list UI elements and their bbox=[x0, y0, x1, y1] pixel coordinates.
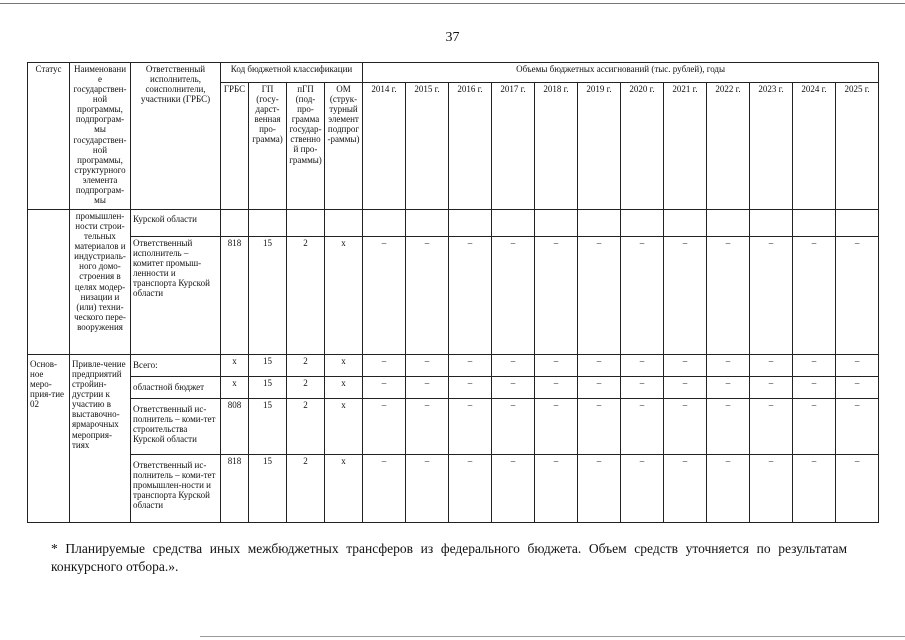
value-cell: – bbox=[578, 237, 621, 355]
value-cell: – bbox=[406, 237, 449, 355]
value-cell: – bbox=[750, 237, 793, 355]
value-cell: – bbox=[664, 455, 707, 523]
value-cell: – bbox=[449, 355, 492, 377]
value-cell: – bbox=[535, 399, 578, 455]
responsible-cell: Ответственный исполнитель – комитет промыш-ленности и транспорта Курской области bbox=[131, 237, 221, 355]
value-cell: – bbox=[664, 237, 707, 355]
header-year: 2016 г. bbox=[449, 83, 492, 210]
value-cell: – bbox=[492, 355, 535, 377]
responsible-cell: Ответственный ис-полнитель – коми-тет строительства Курской области bbox=[131, 399, 221, 455]
value-cell: – bbox=[492, 377, 535, 399]
header-year: 2014 г. bbox=[363, 83, 406, 210]
header-year: 2017 г. bbox=[492, 83, 535, 210]
value-cell: – bbox=[535, 237, 578, 355]
value-cell: – bbox=[707, 399, 750, 455]
header-status: Статус bbox=[28, 63, 70, 210]
pgp-cell: 2 bbox=[287, 377, 325, 399]
grbs-cell: х bbox=[221, 355, 249, 377]
value-cell: – bbox=[621, 377, 664, 399]
table-row bbox=[28, 455, 879, 523]
value-cell: – bbox=[793, 237, 836, 355]
value-cell: – bbox=[406, 355, 449, 377]
header-year: 2020 г. bbox=[621, 83, 664, 210]
table-row bbox=[28, 237, 879, 355]
value-cell: – bbox=[621, 399, 664, 455]
value-cell: – bbox=[836, 455, 879, 523]
gp-cell: 15 bbox=[249, 355, 287, 377]
header-pgp: пГП (под-про-грамма государ-ственной про-граммы) bbox=[287, 83, 325, 210]
value-cell: – bbox=[793, 355, 836, 377]
value-cell: – bbox=[578, 377, 621, 399]
value-cell: – bbox=[578, 455, 621, 523]
value-cell: – bbox=[578, 355, 621, 377]
header-year: 2015 г. bbox=[406, 83, 449, 210]
value-cell: – bbox=[750, 399, 793, 455]
value-cell: – bbox=[492, 399, 535, 455]
om-cell: х bbox=[325, 355, 363, 377]
table-row bbox=[28, 355, 879, 377]
table-row bbox=[28, 377, 879, 399]
value-cell: – bbox=[449, 455, 492, 523]
header-year: 2025 г. bbox=[836, 83, 879, 210]
table-row bbox=[28, 399, 879, 455]
responsible-cell: областной бюджет bbox=[131, 377, 221, 399]
value-cell: – bbox=[535, 355, 578, 377]
header-year: 2021 г. bbox=[664, 83, 707, 210]
header-grbs: ГРБС bbox=[221, 83, 249, 210]
value-cell: – bbox=[492, 237, 535, 355]
pgp-cell: 2 bbox=[287, 455, 325, 523]
status-cell: Основ-ное меро-прия-тие 02 bbox=[28, 355, 70, 523]
bottom-border-line bbox=[200, 636, 905, 637]
value-cell: – bbox=[621, 237, 664, 355]
program-name-cell: промышлен-ности строи-тельных материалов и индустриаль-ного домо-строения в целях модер-низации и (или) техни-ческого пере-вооружения bbox=[70, 210, 131, 355]
header-year: 2024 г. bbox=[793, 83, 836, 210]
om-cell: х bbox=[325, 399, 363, 455]
value-cell: – bbox=[406, 399, 449, 455]
value-cell: – bbox=[492, 455, 535, 523]
om-cell: х bbox=[325, 237, 363, 355]
header-year: 2023 г. bbox=[750, 83, 793, 210]
value-cell: – bbox=[750, 377, 793, 399]
value-cell: – bbox=[363, 355, 406, 377]
value-cell: – bbox=[707, 455, 750, 523]
value-cell: – bbox=[707, 237, 750, 355]
om-cell: х bbox=[325, 377, 363, 399]
value-cell: – bbox=[664, 399, 707, 455]
gp-cell: 15 bbox=[249, 377, 287, 399]
value-cell: – bbox=[578, 399, 621, 455]
value-cell: – bbox=[363, 455, 406, 523]
value-cell: – bbox=[449, 237, 492, 355]
value-cell: – bbox=[836, 377, 879, 399]
header-budget-code: Код бюджетной классификации bbox=[221, 63, 363, 83]
grbs-cell: 818 bbox=[221, 455, 249, 523]
table-row bbox=[28, 210, 879, 237]
value-cell: – bbox=[750, 455, 793, 523]
value-cell: – bbox=[836, 237, 879, 355]
om-cell: х bbox=[325, 455, 363, 523]
value-cell: – bbox=[535, 455, 578, 523]
pgp-cell: 2 bbox=[287, 355, 325, 377]
responsible-cell: Всего: bbox=[131, 355, 221, 377]
status-cell bbox=[28, 210, 70, 355]
value-cell: – bbox=[836, 399, 879, 455]
responsible-cell: Курской области bbox=[131, 210, 221, 237]
header-volumes: Объемы бюджетных ассигнований (тыс. рублей), годы bbox=[363, 63, 879, 83]
pgp-cell: 2 bbox=[287, 237, 325, 355]
grbs-cell: х bbox=[221, 377, 249, 399]
pgp-cell: 2 bbox=[287, 399, 325, 455]
header-row-1 bbox=[28, 63, 879, 83]
value-cell: – bbox=[621, 455, 664, 523]
value-cell: – bbox=[750, 355, 793, 377]
value-cell: – bbox=[793, 377, 836, 399]
gp-cell: 15 bbox=[249, 237, 287, 355]
value-cell: – bbox=[621, 355, 664, 377]
value-cell: – bbox=[707, 377, 750, 399]
header-year: 2022 г. bbox=[707, 83, 750, 210]
header-responsible: Ответственный исполнитель, соисполнители, участники (ГРБС) bbox=[131, 63, 221, 210]
grbs-cell: 818 bbox=[221, 237, 249, 355]
header-om: ОМ (струк-турный элемент подпрог-раммы) bbox=[325, 83, 363, 210]
program-name-cell: Привле-чение предприятий стройин-дустрии к участию в выставочно-ярмарочных мероприя-тиях bbox=[70, 355, 131, 523]
footnote-separator bbox=[62, 522, 138, 523]
value-cell: – bbox=[406, 455, 449, 523]
value-cell: – bbox=[707, 355, 750, 377]
responsible-cell: Ответственный ис-полнитель – коми-тет промышлен-ности и транспорта Курской области bbox=[131, 455, 221, 523]
value-cell: – bbox=[363, 377, 406, 399]
value-cell: – bbox=[836, 355, 879, 377]
value-cell: – bbox=[363, 399, 406, 455]
gp-cell: 15 bbox=[249, 455, 287, 523]
header-year: 2018 г. bbox=[535, 83, 578, 210]
top-border-line bbox=[0, 3, 905, 4]
page-number: 37 bbox=[445, 30, 460, 45]
value-cell: – bbox=[449, 377, 492, 399]
footnote: * Планируемые средства иных межбюджетных трансферов из федерального бюджета. Объем средств уточняется по результатам конкурсного отбора.». bbox=[51, 541, 847, 575]
gp-cell: 15 bbox=[249, 399, 287, 455]
value-cell: – bbox=[406, 377, 449, 399]
value-cell: – bbox=[664, 377, 707, 399]
grbs-cell: 808 bbox=[221, 399, 249, 455]
value-cell: – bbox=[793, 399, 836, 455]
value-cell: – bbox=[664, 355, 707, 377]
header-name: Наименование государствен-ной программы, подпрограм-мы государствен-ной программы, структурного элемента подпрограм-мы bbox=[70, 63, 131, 210]
header-year: 2019 г. bbox=[578, 83, 621, 210]
value-cell: – bbox=[535, 377, 578, 399]
value-cell: – bbox=[793, 455, 836, 523]
header-gp: ГП (госу-дарст-венная про-грамма) bbox=[249, 83, 287, 210]
value-cell: – bbox=[363, 237, 406, 355]
value-cell: – bbox=[449, 399, 492, 455]
budget-table bbox=[27, 62, 879, 523]
